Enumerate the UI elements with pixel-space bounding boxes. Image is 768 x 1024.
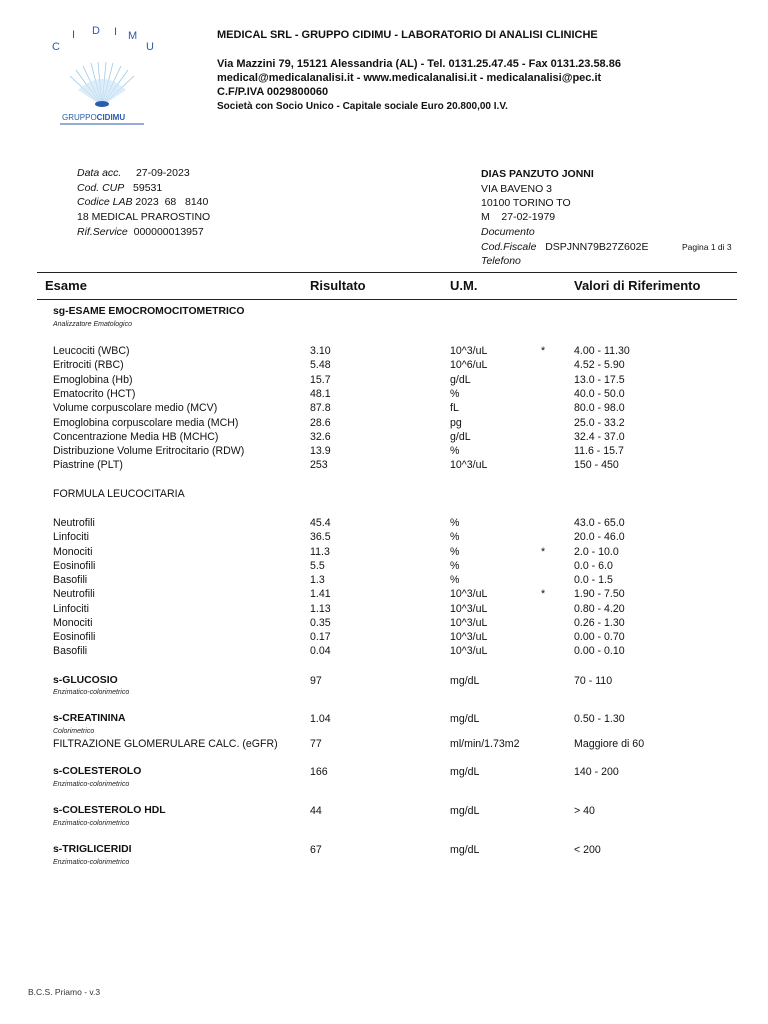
exam-name: Ematocrito (HCT) [53, 387, 136, 400]
unit: fL [450, 402, 459, 415]
col-header-unit: U.M. [450, 278, 478, 293]
logo-arc-letter: M [128, 30, 138, 42]
table-row [0, 359, 768, 373]
exam-name: Emoglobina (Hb) [53, 373, 133, 386]
table-row-glucose: s-GLUCOSIO 97 mg/dL 70 - 110 [53, 675, 613, 687]
exam-name: Linfociti [53, 531, 89, 544]
unit: % [450, 531, 460, 544]
unit: % [450, 387, 460, 400]
result-value: 45.4 [310, 517, 331, 529]
exam-name: Monociti [53, 545, 93, 558]
reference-range: 0.00 - 0.10 [574, 645, 625, 658]
table-row-egfr: FILTRAZIONE GLOMERULARE CALC. (eGFR) 77 ml/min/1.73m2 Maggiore di 60 [53, 738, 645, 750]
lab-address: Via Mazzini 79, 15121 Alessandria (AL) - Tel. 0131.25.47.45 - Fax 0131.23.58.86 [217, 58, 621, 70]
exam-name: Concentrazione Media HB (MCHC) [53, 430, 219, 443]
acceptance-date: Data acc. 27-09-2023 [77, 167, 190, 179]
reference-range: 80.0 - 98.0 [574, 402, 625, 415]
unit: % [450, 574, 460, 586]
exam-name: Emoglobina corpuscolare media (MCH) [53, 416, 239, 429]
result-value: 0.35 [310, 616, 331, 629]
reference-range: 0.0 - 1.5 [574, 574, 613, 586]
result-value: 3.10 [310, 345, 331, 357]
method-cholesterol: Enzimatico-colorimetrico [53, 781, 130, 788]
unit: 10^3/uL [450, 631, 488, 643]
exam-name: Monociti [53, 616, 93, 629]
page-indicator: Pagina 1 di 3 [682, 242, 732, 252]
table-row [0, 603, 768, 617]
table-row [0, 374, 768, 388]
acceptance-cup: Cod. CUP 59531 [77, 182, 163, 194]
table-row [0, 517, 768, 531]
exam-name: Eosinofili [53, 559, 96, 572]
exam-name: Neutrofili [53, 517, 95, 529]
result-value: 13.9 [310, 445, 331, 458]
result-value: 1.3 [310, 574, 325, 586]
unit: pg [450, 416, 462, 429]
section-title-hemochrome: sg-ESAME EMOCROMOCITOMETRICO [53, 306, 245, 317]
reference-range: 25.0 - 33.2 [574, 416, 625, 429]
table-row-hdl: s-COLESTEROLO HDL 44 mg/dL > 40 [53, 805, 595, 817]
logo-arc-letter: I [114, 26, 118, 38]
header-rule-top [37, 272, 737, 273]
logo-arc-letter: I [72, 29, 76, 41]
unit: % [450, 517, 460, 529]
unit: 10^6/uL [450, 359, 488, 372]
unit: 10^3/uL [450, 588, 488, 601]
unit: 10^3/uL [450, 616, 488, 629]
unit: 10^3/uL [450, 459, 488, 472]
exam-name: Basofili [53, 645, 88, 658]
abnormal-flag: * [541, 588, 546, 601]
reference-range: 150 - 450 [574, 459, 619, 472]
unit: 10^3/uL [450, 602, 488, 615]
header-rule-bottom [37, 299, 737, 300]
patient-street: VIA BAVENO 3 [481, 183, 553, 195]
col-header-exam: Esame [45, 278, 87, 293]
result-value: 87.8 [310, 402, 331, 415]
lab-logo [40, 24, 160, 130]
table-row-cholesterol: s-COLESTEROLO 166 mg/dL 140 - 200 [53, 766, 619, 778]
reference-range: 20.0 - 46.0 [574, 531, 625, 544]
patient-document: Documento [481, 226, 535, 238]
reference-range: 40.0 - 50.0 [574, 387, 625, 400]
reference-range: 0.00 - 0.70 [574, 631, 625, 643]
acceptance-site: 18 MEDICAL PRAROSTINO [77, 211, 211, 223]
abnormal-flag: * [541, 345, 546, 357]
lab-company: Società con Socio Unico - Capitale sociale Euro 20.800,00 I.V. [217, 101, 508, 112]
reference-range: 0.80 - 4.20 [574, 602, 625, 615]
acceptance-service: Rif.Service 000000013957 [77, 226, 204, 238]
table-row [0, 588, 768, 602]
patient-name: DIAS PANZUTO JONNI [481, 168, 594, 180]
result-value: 5.5 [310, 559, 325, 572]
table-row [0, 546, 768, 560]
table-row [0, 560, 768, 574]
patient-phone: Telefono [481, 255, 521, 267]
acceptance-lab-code: Codice LAB 2023 68 8140 [77, 196, 209, 208]
unit: g/dL [450, 373, 471, 386]
table-row [0, 388, 768, 402]
table-row [0, 431, 768, 445]
exam-name: Eritrociti (RBC) [53, 359, 124, 372]
method-creatinine: Colorimetrico [53, 728, 95, 735]
lab-contacts: medical@medicalanalisi.it - www.medicalanalisi.it - medicalanalisi@pec.it [217, 72, 602, 84]
result-value: 5.48 [310, 359, 331, 372]
lab-vat: C.F/P.IVA 0029800060 [217, 86, 329, 98]
result-value: 11.3 [310, 545, 330, 558]
unit: 10^3/uL [450, 345, 488, 357]
logo-arc-letter: D [92, 25, 100, 37]
table-row-triglycerides: s-TRIGLICERIDI 67 mg/dL < 200 [53, 844, 601, 856]
exam-name: Leucociti (WBC) [53, 345, 130, 357]
method-hdl: Enzimatico-colorimetrico [53, 820, 130, 827]
logo-graphic [40, 24, 160, 130]
reference-range: 4.00 - 11.30 [574, 345, 630, 357]
table-row [0, 631, 768, 645]
exam-name: Distribuzione Volume Eritrocitario (RDW) [53, 445, 245, 458]
reference-range: 11.6 - 15.7 [574, 445, 624, 458]
unit: % [450, 559, 460, 572]
unit: % [450, 545, 460, 558]
reference-range: 2.0 - 10.0 [574, 545, 619, 558]
abnormal-flag: * [541, 545, 546, 558]
table-row [0, 417, 768, 431]
result-value: 0.17 [310, 631, 331, 643]
patient-city: 10100 TORINO TO [481, 197, 571, 209]
result-value: 15.7 [310, 373, 331, 386]
footer-software-version: B.C.S. Priamo - v.3 [28, 987, 101, 997]
reference-range: 32.4 - 37.0 [574, 430, 625, 443]
result-value: 1.41 [310, 588, 331, 601]
unit: % [450, 445, 460, 458]
patient-sex-birth: M 27-02-1979 [481, 211, 556, 223]
table-row [0, 531, 768, 545]
result-value: 253 [310, 459, 328, 472]
col-header-result: Risultato [310, 278, 366, 293]
logo-arc-letter: C [52, 41, 60, 53]
result-value: 1.13 [310, 602, 331, 615]
exam-name: Linfociti [53, 602, 89, 615]
section-method-hemochrome: Analizzatore Ematologico [53, 321, 132, 328]
table-row [0, 459, 768, 473]
logo-arc-letter: U [146, 41, 154, 53]
logo-caption: GRUPPOCIDIMU [62, 113, 126, 122]
reference-range: 1.90 - 7.50 [574, 588, 625, 601]
exam-name: Volume corpuscolare medio (MCV) [53, 402, 218, 415]
reference-range: 0.26 - 1.30 [574, 616, 625, 629]
patient-fiscal-code: Cod.Fiscale DSPJNN79B27Z602E [481, 241, 649, 253]
reference-range: 0.0 - 6.0 [574, 559, 613, 572]
result-value: 0.04 [310, 645, 331, 658]
reference-range: 13.0 - 17.5 [574, 373, 625, 386]
section-title-leukocyte-formula: FORMULA LEUCOCITARIA [53, 488, 185, 500]
reference-range: 43.0 - 65.0 [574, 517, 625, 529]
table-row [0, 445, 768, 459]
col-header-reference: Valori di Riferimento [574, 278, 701, 293]
result-value: 28.6 [310, 416, 331, 429]
result-value: 32.6 [310, 430, 331, 443]
table-row [0, 645, 768, 659]
table-row [0, 402, 768, 416]
table-row [0, 345, 768, 359]
unit: g/dL [450, 430, 471, 443]
table-row-creatinine: s-CREATININA 1.04 mg/dL 0.50 - 1.30 [53, 713, 625, 725]
exam-name: Piastrine (PLT) [53, 459, 123, 472]
method-triglycerides: Enzimatico-colorimetrico [53, 859, 130, 866]
lab-title: MEDICAL SRL - GRUPPO CIDIMU - LABORATORIO DI ANALISI CLINICHE [217, 29, 598, 41]
table-row [0, 574, 768, 588]
table-row [0, 617, 768, 631]
exam-name: Basofili [53, 574, 88, 586]
unit: 10^3/uL [450, 645, 488, 658]
exam-name: Eosinofili [53, 631, 96, 643]
result-value: 48.1 [310, 387, 331, 400]
exam-name: Neutrofili [53, 588, 95, 601]
result-value: 36.5 [310, 531, 331, 544]
method-glucose: Enzimatico-colorimetrico [53, 689, 130, 696]
reference-range: 4.52 - 5.90 [574, 359, 625, 372]
